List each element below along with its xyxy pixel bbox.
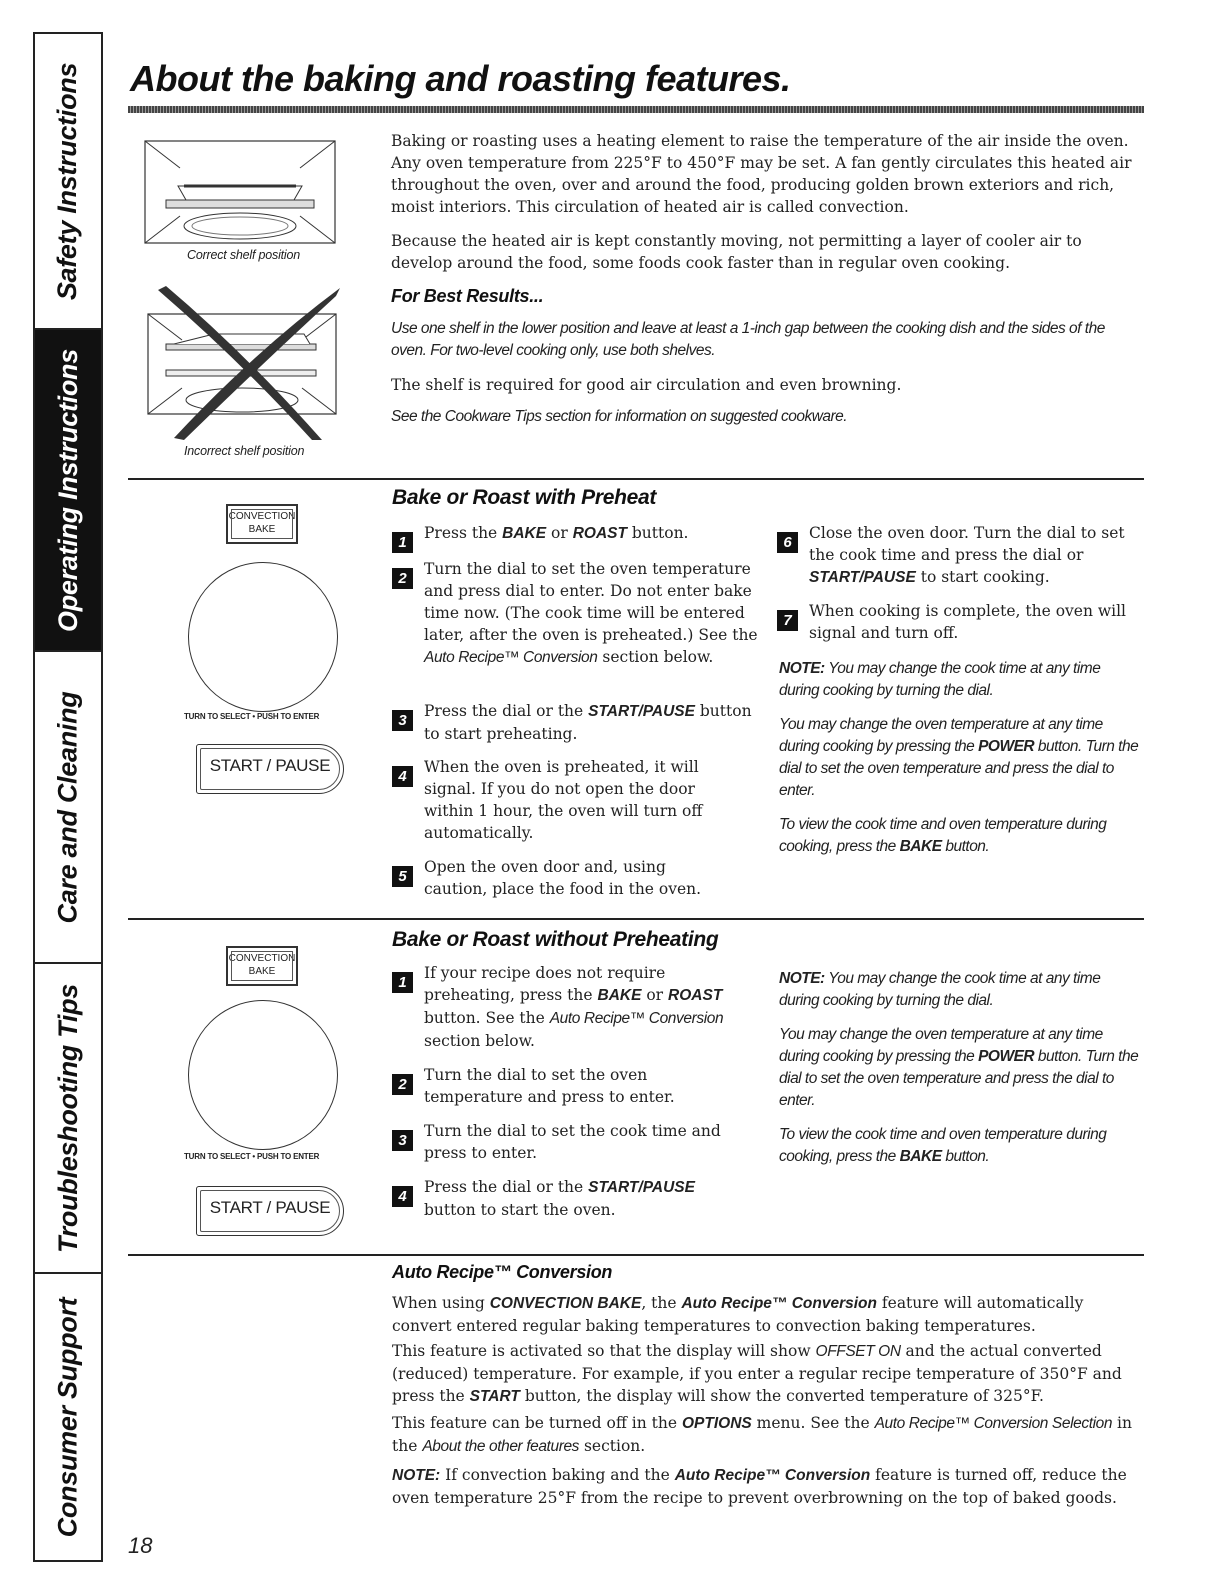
section-rule — [128, 478, 1144, 480]
preheat-heading: Bake or Roast with Preheat — [392, 486, 657, 509]
intro-paragraph-2: Because the heated air is kept constantly moving, not permitting a layer of cooler air to develop around the food, some foods cook faster than in regular oven cooking. — [391, 232, 1082, 272]
no-preheat-step-2: 2 Turn the dial to set the oven temperature and press to enter. — [392, 1064, 732, 1108]
no-preheat-note-3: To view the cook time and oven temperature during cooking, press the BAKE button. — [779, 1126, 1107, 1165]
step-number: 2 — [392, 1074, 413, 1095]
side-tab-label: Operating Instructions — [52, 348, 83, 632]
step-number: 7 — [777, 610, 798, 631]
side-tab-care-and-cleaning[interactable] — [35, 652, 101, 964]
side-tab-operating-instructions[interactable] — [35, 330, 101, 652]
preheat-step-6: 6 Close the oven door. Turn the dial to set the cook time and press the dial or START/PAUSE to start cooking. — [777, 522, 1139, 589]
dial-caption: TURN TO SELECT • PUSH TO ENTER — [184, 712, 320, 721]
no-preheat-note-1: NOTE: You may change the cook time at any time during cooking by turning the dial. — [779, 970, 1101, 1009]
auto-recipe-paragraph-3: This feature can be turned off in the OPTIONS menu. See the Auto Recipe™ Conversion Selection in the About the other features section. — [392, 1414, 1132, 1455]
side-tab-troubleshooting-tips[interactable] — [35, 964, 101, 1274]
correct-shelf-illustration — [144, 140, 336, 244]
step-number: 4 — [392, 766, 413, 787]
preheat-step-1: 1 Press the BAKE or ROAST button. — [392, 522, 752, 553]
auto-recipe-paragraph-1: When using CONVECTION BAKE, the Auto Recipe™ Conversion feature will automatically convert entered regular baking temperatures to convection baking temperatures. — [392, 1294, 1084, 1335]
step-number: 3 — [392, 710, 413, 731]
no-preheat-heading: Bake or Roast without Preheating — [392, 928, 719, 951]
preheat-note-1: NOTE: You may change the cook time at any time during cooking by turning the dial. — [779, 660, 1101, 699]
no-preheat-note-2: You may change the oven temperature at any time during cooking by pressing the POWER button. Turn the dial to set the oven temperature and press the dial to enter. — [779, 1026, 1139, 1109]
convection-bake-button[interactable]: CONVECTION BAKE — [226, 946, 298, 986]
best-results-text: Use one shelf in the lower position and leave at least a 1-inch gap between the cooking dish and the sides of the oven. For two-level cooking only, use both shelves. — [391, 320, 1105, 359]
convection-bake-button[interactable]: CONVECTION BAKE — [226, 504, 298, 544]
auto-recipe-note: NOTE: If convection baking and the Auto Recipe™ Conversion feature is turned off, reduce the oven temperature 25°F from the recipe to prevent overbrowning on the top of baked goods. — [392, 1466, 1127, 1507]
preheat-note-3: To view the cook time and oven temperature during cooking, press the BAKE button. — [779, 816, 1107, 855]
step-number: 3 — [392, 1130, 413, 1151]
selector-dial[interactable] — [188, 1000, 338, 1150]
auto-recipe-heading: Auto Recipe™ Conversion — [392, 1262, 613, 1282]
preheat-step-4: 4 When the oven is preheated, it will signal. If you do not open the door within 1 hour, the oven will turn off automatically. — [392, 756, 740, 844]
step-number: 1 — [392, 532, 413, 553]
no-preheat-step-4: 4 Press the dial or the START/PAUSE button to start the oven. — [392, 1176, 732, 1221]
step-number: 1 — [392, 972, 413, 993]
start-pause-button[interactable]: START / PAUSE — [196, 1186, 344, 1236]
caption-incorrect-shelf: Incorrect shelf position — [184, 444, 305, 458]
preheat-step-3: 3 Press the dial or the START/PAUSE button to start preheating. — [392, 700, 762, 745]
title-rule — [128, 106, 1144, 113]
cookware-tips-text: See the Cookware Tips section for information on suggested cookware. — [391, 408, 848, 425]
side-tab-label: Safety Instructions — [52, 62, 83, 300]
preheat-step-7: 7 When cooking is complete, the oven will signal and turn off. — [777, 600, 1139, 644]
preheat-note-2: You may change the oven temperature at any time during cooking by pressing the POWER button. Turn the dial to set the oven temperature and press the dial to enter. — [779, 716, 1139, 799]
page-title: About the baking and roasting features. — [130, 58, 791, 99]
shelf-required-text: The shelf is required for good air circulation and even browning. — [391, 376, 902, 394]
incorrect-shelf-illustration — [144, 282, 340, 442]
side-tab-label: Consumer Support — [52, 1297, 83, 1537]
selector-dial[interactable] — [188, 562, 338, 712]
section-rule — [128, 918, 1144, 920]
start-pause-button[interactable]: START / PAUSE — [196, 744, 344, 794]
section-rule — [128, 1254, 1144, 1256]
auto-recipe-paragraph-2: This feature is activated so that the display will show OFFSET ON and the actual converted (reduced) temperature. For example, if you enter a regular recipe temperature of 350°F and press the START button, the display will show the converted temperature of 325°F. — [392, 1342, 1122, 1405]
step-number: 6 — [777, 532, 798, 553]
preheat-step-2: 2 Turn the dial to set the oven temperature and press dial to enter. Do not enter bake time now. (The cook time will be entered later, after the oven is preheated.) See the Auto Recipe™ Conversion section below. — [392, 558, 762, 669]
dial-caption: TURN TO SELECT • PUSH TO ENTER — [184, 1152, 320, 1161]
side-tab-strip — [33, 32, 103, 1562]
caption-correct-shelf: Correct shelf position — [187, 248, 301, 262]
side-tab-label: Troubleshooting Tips — [52, 983, 83, 1253]
no-preheat-step-3: 3 Turn the dial to set the cook time and press to enter. — [392, 1120, 758, 1164]
side-tab-consumer-support[interactable] — [35, 1274, 101, 1560]
page-number: 18 — [128, 1533, 153, 1558]
step-number: 4 — [392, 1186, 413, 1207]
side-tab-safety-instructions[interactable] — [35, 34, 101, 330]
intro-paragraph-1: Baking or roasting uses a heating element to raise the temperature of the air inside the oven. Any oven temperature from 225°F to 450°F may be set. A fan gently circulates this heated air throughout the oven, over and around the food, producing golden brown exteriors and rich, moist interiors. This circulation of heated air is called convection. — [391, 132, 1132, 216]
step-number: 5 — [392, 866, 413, 887]
no-preheat-step-1: 1 If your recipe does not require preheating, press the BAKE or ROAST button. See the Auto Recipe™ Conversion section below. — [392, 962, 742, 1052]
side-tab-label: Care and Cleaning — [52, 691, 83, 923]
preheat-step-5: 5 Open the oven door and, using caution, place the food in the oven. — [392, 856, 722, 900]
best-results-heading: For Best Results... — [391, 286, 544, 306]
step-number: 2 — [392, 568, 413, 589]
